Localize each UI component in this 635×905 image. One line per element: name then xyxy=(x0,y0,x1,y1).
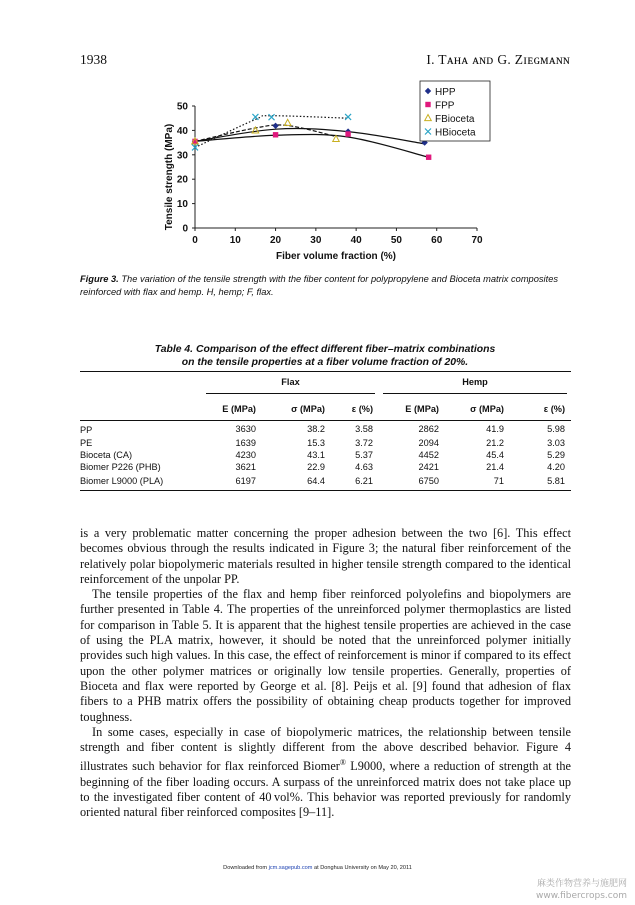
registered-mark: ® xyxy=(339,758,346,768)
x-tick-label: 70 xyxy=(471,235,483,246)
paragraph: In some cases, especially in case of biopolymeric matrices, the relationship between tensile strength and fiber content is slightly different from the above described behavior. Figure 4 illustrates such behavior for flax reinforced Biomer® L9000, where a reduction of strength at the beginning of the fiber loading occurs. A surpass of the unreinforced matrix does not take place up to the investigated fiber content of 40 vol%. This behavior was reported previously for randomly oriented natural fiber reinforced composites [9–11]. xyxy=(80,724,571,820)
column-header: ε (%) xyxy=(543,403,565,414)
data-point-fbioceta xyxy=(284,119,291,125)
row-label: Bioceta (CA) xyxy=(80,449,133,460)
table-cell: 3.58 xyxy=(355,423,373,434)
table-row xyxy=(80,461,571,473)
table-cell: 6.21 xyxy=(355,476,373,487)
table-cell: 5.29 xyxy=(547,449,565,460)
table-cell: 3621 xyxy=(235,462,256,473)
figure-label: Figure 3. xyxy=(80,274,119,284)
figure-caption xyxy=(80,273,570,298)
table-cell: 2862 xyxy=(418,423,439,434)
table-row xyxy=(80,449,571,461)
x-axis-label: Fiber volume fraction (%) xyxy=(275,251,397,262)
body-text xyxy=(80,526,571,821)
group-header-hemp: Hemp xyxy=(379,372,571,399)
table-label: Table 4. xyxy=(154,344,194,355)
legend-label: HPP xyxy=(435,87,456,98)
row-label: Biomer L9000 (PLA) xyxy=(80,476,164,487)
table-row xyxy=(80,473,571,490)
legend-marker-fpp xyxy=(425,102,430,107)
watermark xyxy=(536,878,627,902)
x-tick-label: 50 xyxy=(390,235,402,246)
legend-label: FPP xyxy=(435,100,455,112)
data-point-fbioceta xyxy=(252,127,259,133)
y-tick-label: 30 xyxy=(176,150,188,162)
properties-table xyxy=(80,371,571,491)
table-row xyxy=(80,421,571,437)
table-cell: 22.9 xyxy=(307,462,325,473)
paragraph: is a very problematic matter concerning the proper adhesion between the two [6]. This effect becomes obvious through the results indicated in Figure 3; the natural fiber reinforcement of the relatively polar biopolymeric materials resulted in higher tensile strength compared to the identical reinforcement of the unpolar PP. xyxy=(80,526,571,586)
download-footer: Downloaded from jcm.sagepub.com at Donghua University on May 20, 2011 xyxy=(223,865,412,871)
table-cell: 71 xyxy=(493,476,504,487)
y-tick-label: 0 xyxy=(182,223,188,235)
watermark-line2: www.fibercrops.com xyxy=(536,891,627,901)
running-authors: I. Tᴀʜᴀ ᴀɴᴅ G. Zɪᴇɢᴍᴀɴɴ xyxy=(426,52,570,67)
running-header xyxy=(80,52,570,72)
table-cell: 5.98 xyxy=(547,423,565,434)
data-point-hbioceta xyxy=(345,114,351,120)
tensile-strength-chart xyxy=(150,80,500,270)
x-tick-label: 60 xyxy=(431,235,443,246)
table-cell: 45.4 xyxy=(486,449,504,460)
column-header: ε (%) xyxy=(351,403,373,414)
column-header: E (MPa) xyxy=(222,403,256,414)
y-tick-label: 40 xyxy=(176,125,188,137)
legend-label: FBioceta xyxy=(435,114,475,125)
table-cell: 3630 xyxy=(235,423,256,434)
table-cell: 5.37 xyxy=(355,449,373,460)
legend-label: HBioceta xyxy=(435,127,476,139)
table-cell: 4.20 xyxy=(547,462,565,473)
y-tick-label: 50 xyxy=(176,101,188,113)
table-cell: 1639 xyxy=(235,437,256,448)
data-point-fpp xyxy=(273,132,278,137)
table-cell: 6197 xyxy=(235,476,256,487)
table-cell: 3.03 xyxy=(547,437,565,448)
data-point-fpp xyxy=(345,131,350,136)
table-row xyxy=(80,437,571,449)
row-label: PE xyxy=(80,437,93,448)
table-cell: 6750 xyxy=(418,476,439,487)
table-title-line1: Comparison of the effect different fiber–matrix combinations xyxy=(195,344,496,355)
y-axis-label: Tensile strength (MPa) xyxy=(164,123,175,231)
journal-link[interactable]: jcm.sagepub.com xyxy=(268,865,313,871)
trend-line-hpp xyxy=(195,129,425,144)
y-tick-label: 20 xyxy=(176,174,188,186)
row-label: PP xyxy=(80,425,93,436)
column-header: E (MPa) xyxy=(405,403,439,414)
table-cell: 21.4 xyxy=(486,462,504,473)
table-cell: 38.2 xyxy=(307,423,325,434)
table-cell: 41.9 xyxy=(486,423,504,434)
x-tick-label: 40 xyxy=(350,235,362,246)
table-cell: 64.4 xyxy=(307,476,325,487)
table-cell: 5.81 xyxy=(547,476,565,487)
trend-line-fbioceta xyxy=(195,125,336,141)
table-cell: 4452 xyxy=(418,449,439,460)
table-cell: 43.1 xyxy=(307,449,325,460)
table-cell: 21.2 xyxy=(486,437,504,448)
x-tick-label: 0 xyxy=(192,235,198,246)
y-tick-label: 10 xyxy=(176,199,188,211)
column-header: σ (MPa) xyxy=(291,403,325,414)
x-tick-label: 10 xyxy=(229,235,241,246)
group-header-flax: Flax xyxy=(202,372,379,399)
table-cell: 2094 xyxy=(418,437,439,448)
table-cell: 4.63 xyxy=(355,462,373,473)
data-point-hbioceta xyxy=(269,114,275,120)
table-cell: 4230 xyxy=(235,449,256,460)
row-label: Biomer P226 (PHB) xyxy=(80,462,161,473)
x-tick-label: 20 xyxy=(270,235,282,246)
data-point-fpp xyxy=(426,155,431,160)
table-title-line2: on the tensile properties at a fiber volume fraction of 20%. xyxy=(181,356,469,368)
table-cell: 2421 xyxy=(418,462,439,473)
figure-caption-text: The variation of the tensile strength with the fiber content for polypropylene and Bioceta matrix composites reinforced with flax and hemp. H, hemp; F, flax. xyxy=(80,274,559,297)
column-header: σ (MPa) xyxy=(470,403,504,414)
page-number: 1938 xyxy=(80,52,107,67)
table-title xyxy=(80,344,570,369)
x-tick-label: 30 xyxy=(310,235,322,246)
table-cell: 3.72 xyxy=(355,437,373,448)
table-cell: 15.3 xyxy=(307,437,325,448)
paragraph: The tensile properties of the flax and hemp fiber reinforced polyolefins and biopolymers are further presented in Table 4. The properties of the unreinforced polymer thermoplastics are listed for comparison in Table 5. It is apparent that the highest tensile properties are achieved in the case of using the PLA matrix, however, it should be noted that the unreinforced polymer initially provides such high values. In this case, the effect of reinforcement is minor if compared to its effect upon the other polymer matrices or originally low tensile properties. Generally, properties of Bioceta and flax were reported by George et al. [8]. Peijs et al. [9] found that adhesion of flax fibers to a PHB matrix offers the possibility of obtaining cheap products together for improved toughness. xyxy=(80,587,571,724)
trend-line-hbioceta xyxy=(195,116,348,148)
data-point-hpp xyxy=(272,123,278,129)
watermark-line1: 麻类作物营养与施肥网 xyxy=(536,879,627,889)
